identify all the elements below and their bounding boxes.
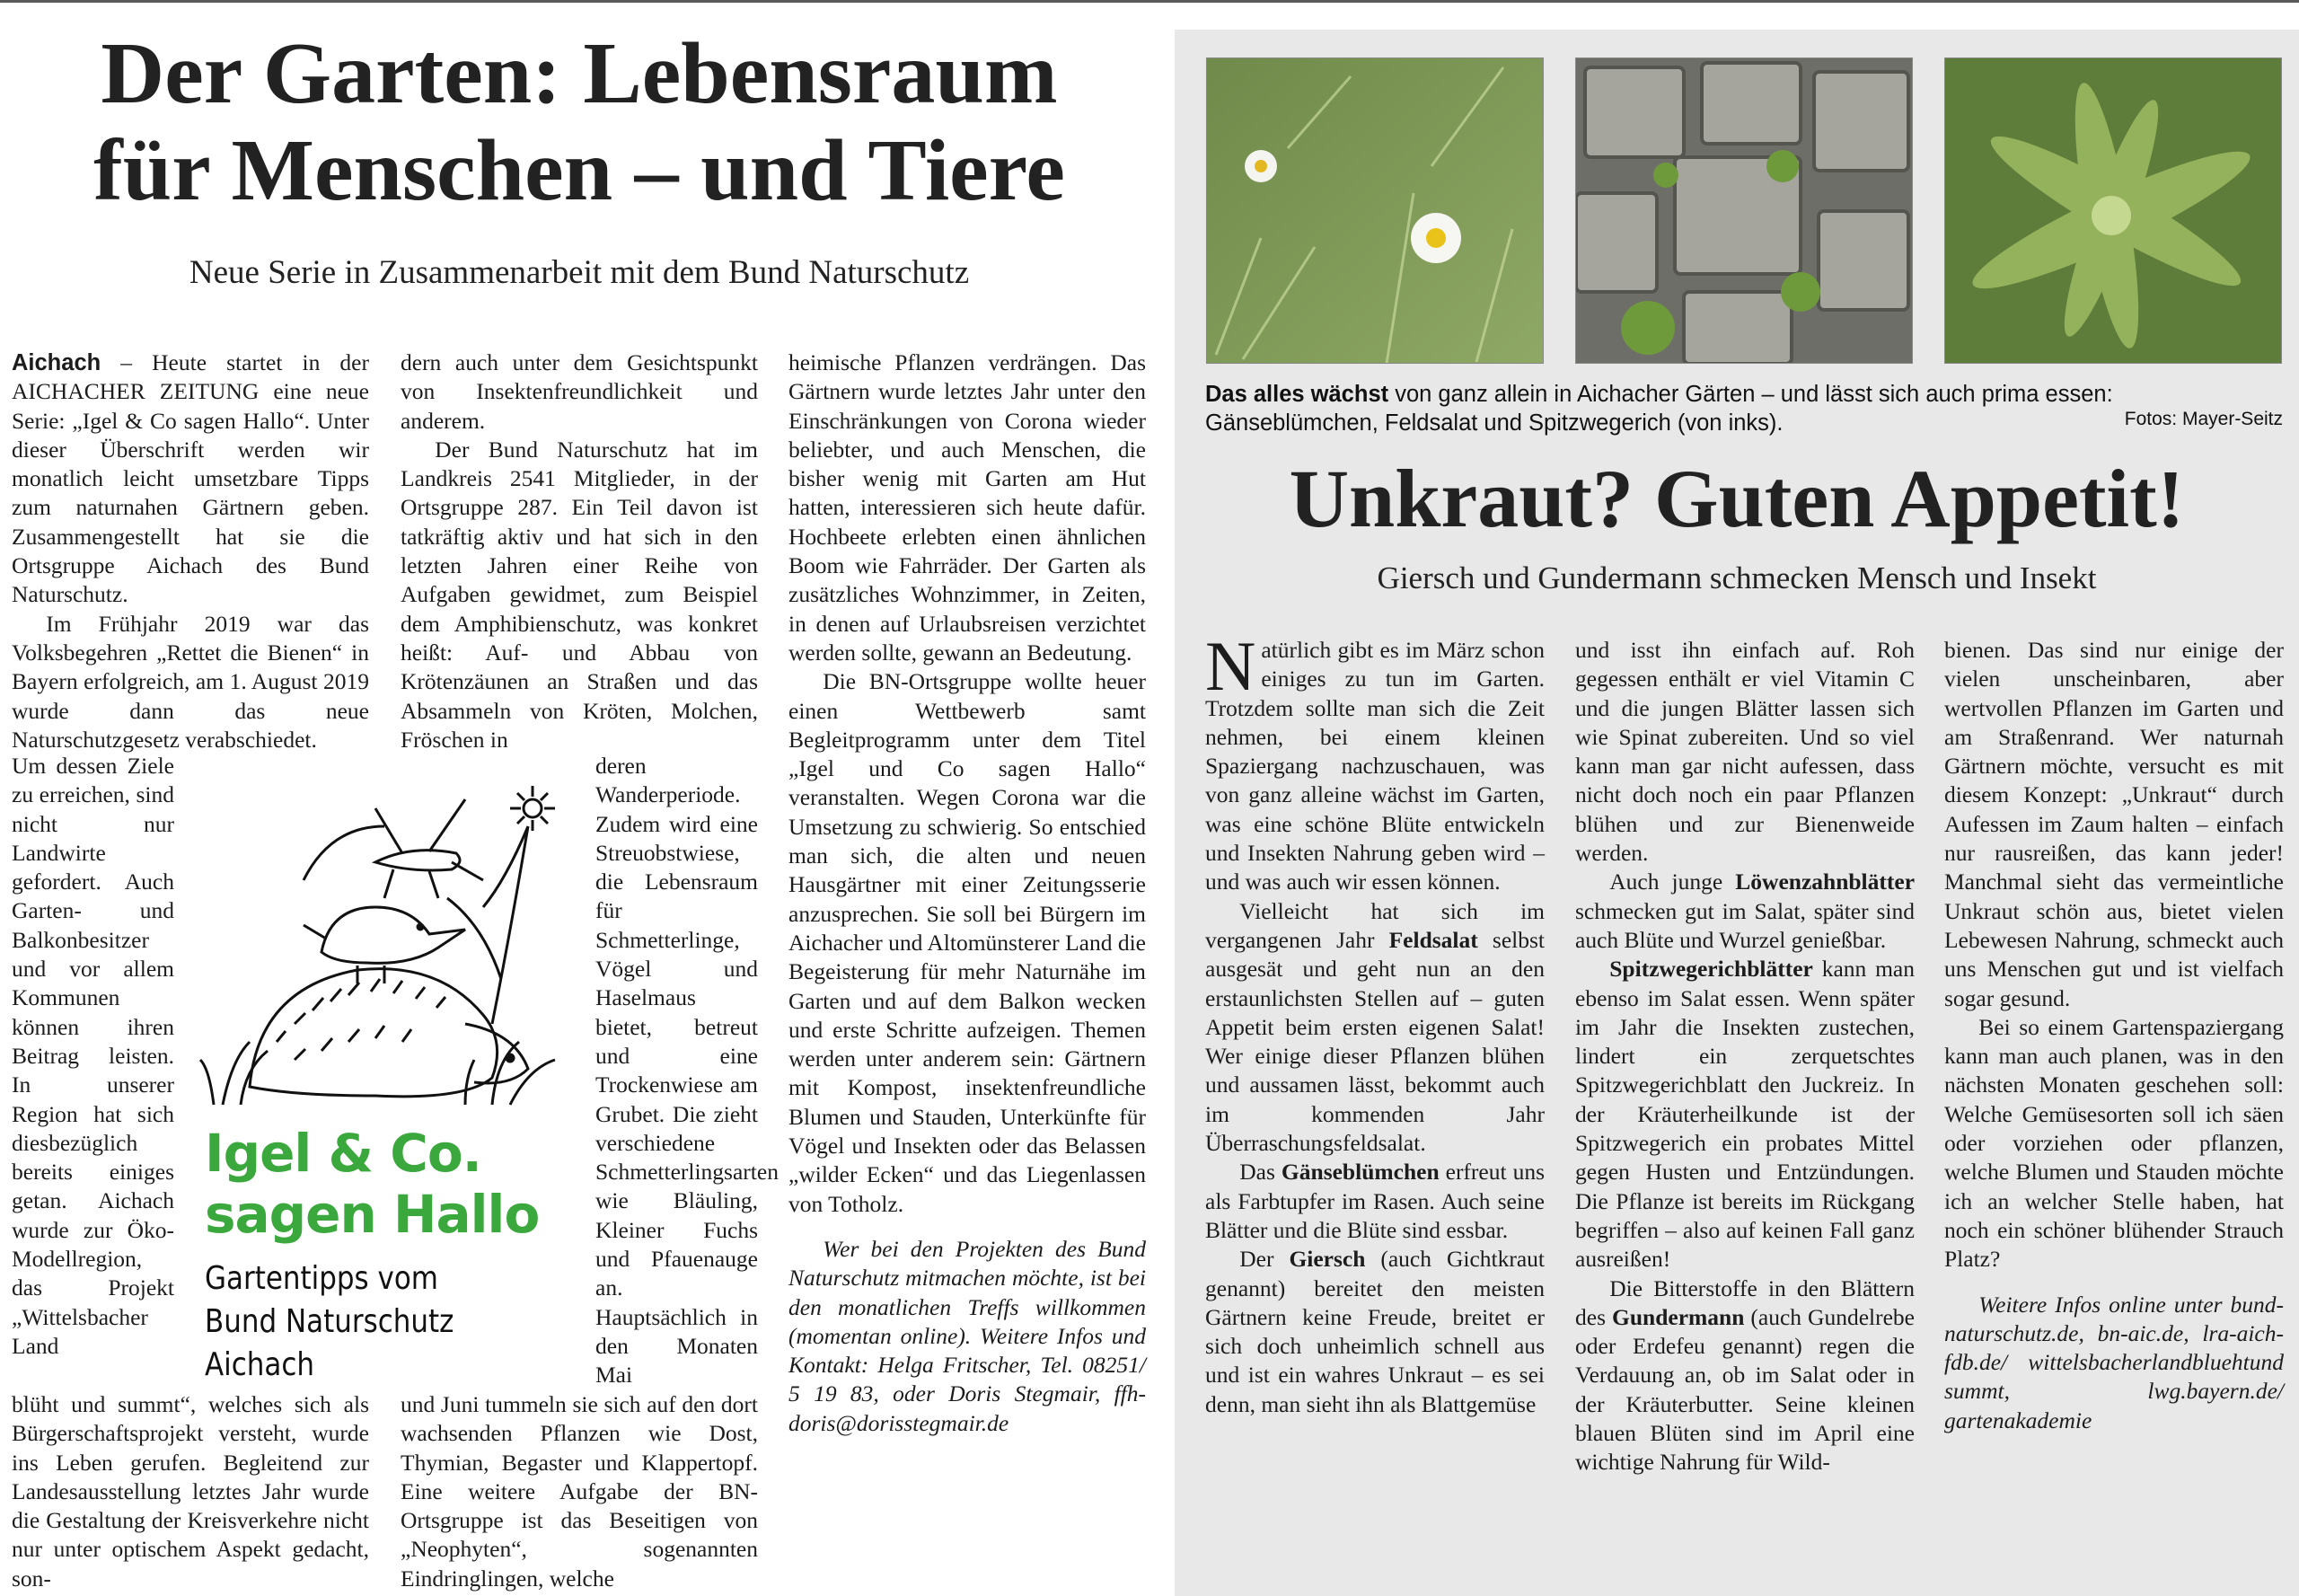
left-column-3: [788, 348, 1146, 1438]
top-rule: [0, 0, 2299, 3]
term-feldsalat: Feldsalat: [1388, 926, 1478, 953]
left-col1-bottom-text: blüht und summt“, welches sich als Bürgerschaftsprojekt versteht, wurde ins Leben gerufen. Begleitend zur Landesausstellung letztes Jahr wurde die Gestaltung der Kreisverkehre nicht nur unter optischem Aspekt gedacht, son-: [12, 1391, 369, 1592]
left-col3-contact: Wer bei den Projekten des Bund Naturschutz mitmachen möchte, ist bei den monatlichen Treffs willkommen (momentan online). Weitere Infos und Kontakt: Helga Fritscher, Tel. 08251/ 5 19 83, oder Doris Stegmair, ffh-doris@dorisstegmair.de: [788, 1235, 1146, 1436]
left-col2-bottom-text: und Juni tummeln sie sich auf den dort wachsenden Pflanzen wie Dost, Thymian, Begaster und Klappertopf. Eine weitere Aufgabe der BN-Ortsgruppe ist das Beseitigen von „Neophyten“, sogenannten Eindringlingen, welche: [401, 1391, 758, 1592]
photo-credit: Fotos: Mayer-Seitz: [2124, 409, 2283, 429]
photo-feldsalat: [1575, 57, 1913, 364]
left-headline-line2: für Menschen – und Tiere: [93, 122, 1065, 219]
right-col1-p2-a: Vielleicht hat sich im vergangenen Jahr: [1205, 897, 1545, 953]
right-column-1: [1205, 627, 1546, 1419]
dateline: Aichach: [12, 350, 101, 375]
caption-bold: Das alles wächst: [1205, 382, 1389, 407]
left-column-1: [12, 348, 369, 754]
logo-title-line1: Igel & Co.: [205, 1123, 481, 1184]
left-col1-narrow-text: Um dessen Ziele zu erreichen, sind nicht nur Landwirte gefordert. Auch Garten- und Balkonbesitzer und vor allem Kommunen können ihren Beitrag leisten. In unserer Region hat sich diesbezüglich bereits einiges getan. Aichach wurde zur Öko-Modellregion, das Projekt „Wittelsbacher Land: [12, 753, 174, 1359]
left-column-2-bottom: [401, 1390, 758, 1593]
left-col3-p1: heimische Pflanzen verdrängen. Das Gärtnern wurde letztes Jahr unter den Einschränkungen von Corona wieder beliebter, und auch Menschen, die bisher wenig mit Garten am Hut hatten, interessieren sich heute dafür. Hochbeete erlebten einen ähnlichen Boom wie Fahrräder. Der Garten als zusätzliches Wohnzimmer, in Zeiten, in denen auf Urlaubsreisen verzichtet werden sollte, gewann an Bedeutung.: [788, 349, 1146, 666]
hedgehog-illustration: [196, 772, 582, 1114]
right-col2-p3-c: kann man ebenso im Salat essen. Wenn später im Jahr die Insekten zustechen, lindert ein zerquetschtes Spitzwegerichblatt den Juckreiz. In der Kräuterheilkunde ist der Spitzwegerich ein probates Mittel gegen Husten und Entzündungen. Die Pflanze ist bereits im Rückgang begriffen – also auf keinen Fall ganz ausreißen!: [1575, 956, 1915, 1273]
left-subheadline: Neue Serie in Zusammenarbeit mit dem Bund Naturschutz: [189, 254, 970, 291]
right-col1-p2-c: selbst ausgesät und geht nun an den erstaunlichsten Stellen auf – guten Appetit beim ersten eigenen Salat! Wer einige dieser Pflanzen blühen und aussamen lässt, bekommt auch im kommenden Jahr Überraschungsfeldsalat.: [1205, 926, 1546, 1157]
right-col2-p2-c: schmecken gut im Salat, später sind auch Blüte und Wurzel genießbar.: [1575, 897, 1915, 953]
right-col3-p1: bienen. Das sind nur einige der vielen unscheinbaren, aber wertvollen Pflanzen im Garten und am Straßenrand. Wer naturnah Gärtnern möchte, versucht es mit diesem Konzept: „Unkraut“ durch Aufessen im Zaum halten – einfach nur rausreißen, das kann jeder! Manchmal sieht das vermeintliche Unkraut schön aus, bietet vielen Lebewesen Nahrung, schmeckt auch uns Menschen gut und ist vielfach sogar gesund.: [1944, 637, 2284, 1011]
right-column-2: [1575, 636, 1915, 1477]
logo-subtitle-line2: Bund Naturschutz Aichach: [205, 1303, 454, 1383]
term-giersch: Giersch: [1289, 1246, 1366, 1273]
photo-caption: [1205, 380, 2283, 437]
photo-spitzwegerich: [1944, 57, 2282, 364]
left-column-1-narrow: [12, 752, 174, 1361]
left-col1-intro: – Heute startet in der AICHACHER ZEITUNG eine neue Serie: „Igel & Co sagen Hallo“. Unter dieser Überschrift werden wir monatlich leicht umsetzbare Tipps zum naturnahen Gärtnern geben. Zusammengestellt hat sie die Ortsgruppe Aichach des Bund Naturschutz.: [12, 349, 369, 608]
right-col3-info: Weitere Infos online unter bund-naturschutz.de, bn-aic.de, lra-aich-fdb.de/ wittelsbacherlandbluehtund summt, lwg.bayern.de/ gartenakademie: [1944, 1291, 2284, 1433]
left-col3-p2: Die BN-Ortsgruppe wollte heuer einen Wettbewerb samt Begleitprogramm unter dem Titel „Igel und Co sagen Hallo“ veranstalten. Wegen Corona war die Umsetzung zu schwierig. So entschied man sich, die alten und neuen Hausgärtner mit einer Zeitungsserie anzusprechen. Sie soll bei Bürgern im Aichacher und Altomünsterer Land die Begeisterung für mehr Naturnähe im Garten und auf dem Balkon wecken und erste Schritte aufzeigen. Themen werden unter anderem sein: Gärtnern mit Kompost, insektenfreundliche Blumen und Stauden, Unterkünfte für Vögel und Insekten oder das Belassen „wilder Ecken“ und das Liegenlassen von Totholz.: [788, 668, 1146, 1217]
right-col1-p3-a: Das: [1239, 1159, 1275, 1186]
right-col1-p4-a: Der: [1239, 1246, 1274, 1273]
term-gaensebluemchen: Gänseblümchen: [1281, 1159, 1440, 1186]
term-loewenzahn: Löwenzahnblätter: [1735, 869, 1916, 895]
right-col2-p1: und isst ihn einfach auf. Roh gegessen enthält er viel Vitamin C und die jungen Blätter lassen sich wie Spinat zubereiten. Und so viel kann man gar nicht aufessen, dass nicht doch noch ein paar Pflanzen blühen und zur Bienenweide werden.: [1575, 637, 1915, 867]
logo-subtitle-line1: Gartentipps vom: [205, 1260, 438, 1297]
left-col2-narrow-text: deren Wanderperiode. Zudem wird eine Streuobstwiese, die Lebensraum für Schmetterlinge, Vögel und Haselmaus bietet, betreut und eine Trockenwiese am Grubet. Die zieht verschiedene Schmetterlingsarten wie Bläuling, Kleiner Fuchs und Pfauenauge an. Hauptsächlich in den Monaten Mai: [595, 753, 779, 1389]
right-column-3: [1944, 636, 2284, 1435]
photo-daisies: [1206, 57, 1544, 364]
left-col2-top: dern auch unter dem Gesichtspunkt von Insektenfreundlichkeit und anderem.: [401, 349, 758, 434]
series-logo: [196, 772, 591, 1383]
right-col2-p4-a: Die Bitterstoffe in den Blättern des: [1575, 1274, 1915, 1330]
right-col1-p3-c: erfreut uns als Farbtupfer im Rasen. Auch seine Blätter und die Blüte sind essbar.: [1205, 1159, 1545, 1243]
term-spitzwegerich: Spitzwegerichblätter: [1609, 956, 1813, 983]
logo-title-line2: sagen Hallo: [205, 1184, 540, 1245]
right-col1-p4-c: (auch Gichtkraut genannt) bereitet den meisten Gärtnern keine Freude, breitet er sich doch unheimlich schnell aus und ist ein wahres Unkraut – es sei denn, man sieht ihn als Blattgemüse: [1205, 1246, 1545, 1417]
logo-title: [205, 1123, 539, 1245]
logo-subtitle: [205, 1257, 537, 1387]
caption-text: von ganz allein in Aichacher Gärten – und lässt sich auch prima essen: Gänseblümchen, Feldsalat und Spitzwegerich (von inks).: [1205, 382, 2113, 436]
left-column-2: [401, 348, 758, 754]
left-headline: [0, 25, 1158, 219]
left-headline-line1: Der Garten: Lebensraum: [101, 25, 1058, 122]
left-column-1-bottom: [12, 1390, 369, 1593]
right-headline: Unkraut? Guten Appetit!: [1289, 453, 2185, 544]
left-column-2-narrow: [595, 752, 779, 1390]
right-subheadline: Giersch und Gundermann schmecken Mensch und Insekt: [1377, 560, 2097, 595]
left-col1-p2: Im Frühjahr 2019 war das Volksbegehren „Rettet die Bienen“ in Bayern erfolgreich, am 1. August 2019 wurde dann das neue Naturschutzgesetz verabschiedet.: [12, 610, 369, 753]
right-col2-p2-a: Auch junge: [1609, 869, 1723, 895]
drop-cap: N: [1205, 627, 1256, 705]
left-col2-p2: Der Bund Naturschutz hat im Landkreis 2541 Mitglieder, in der Ortsgruppe 287. Ein Teil davon ist tatkräftig aktiv und hat sich in den letzten Jahren einer Reihe von Aufgaben gewidmet, zum Beispiel dem Amphibienschutz, was konkret heißt: Auf- und Abbau von Krötenzäunen an Straßen und das Absammeln von Kröten, Molchen, Fröschen in: [401, 436, 758, 753]
term-gundermann: Gundermann: [1612, 1303, 1745, 1330]
right-col2-p4-c: (auch Gundelrebe oder Erdefeu genannt) regen die Verdauung an, ob im Salat oder in der Kräuterbutter. Seine kleinen blauen Blüten sind im April eine wichtige Nahrung für Wild-: [1575, 1303, 1915, 1476]
right-col3-p2: Bei so einem Gartenspaziergang kann man auch planen, was in den nächsten Monaten geschehen soll: Welche Gemüsesorten soll ich säen oder vorziehen oder pflanzen, welche Blumen und Stauden möchte ich an welcher Stelle haben, hat noch ein schöner blühender Strauch Platz?: [1944, 1013, 2284, 1273]
right-col1-p1: atürlich gibt es im März schon einiges zu tun im Garten. Trotzdem sollte man sich die Zeit nehmen, bei einem kleinen Spaziergang nachzuschauen, was von ganz alleine wächst im Garten, was eine schöne Blüte entwickeln und Insekten Nahrung geben wird – und was auch wir essen können.: [1205, 637, 1545, 895]
